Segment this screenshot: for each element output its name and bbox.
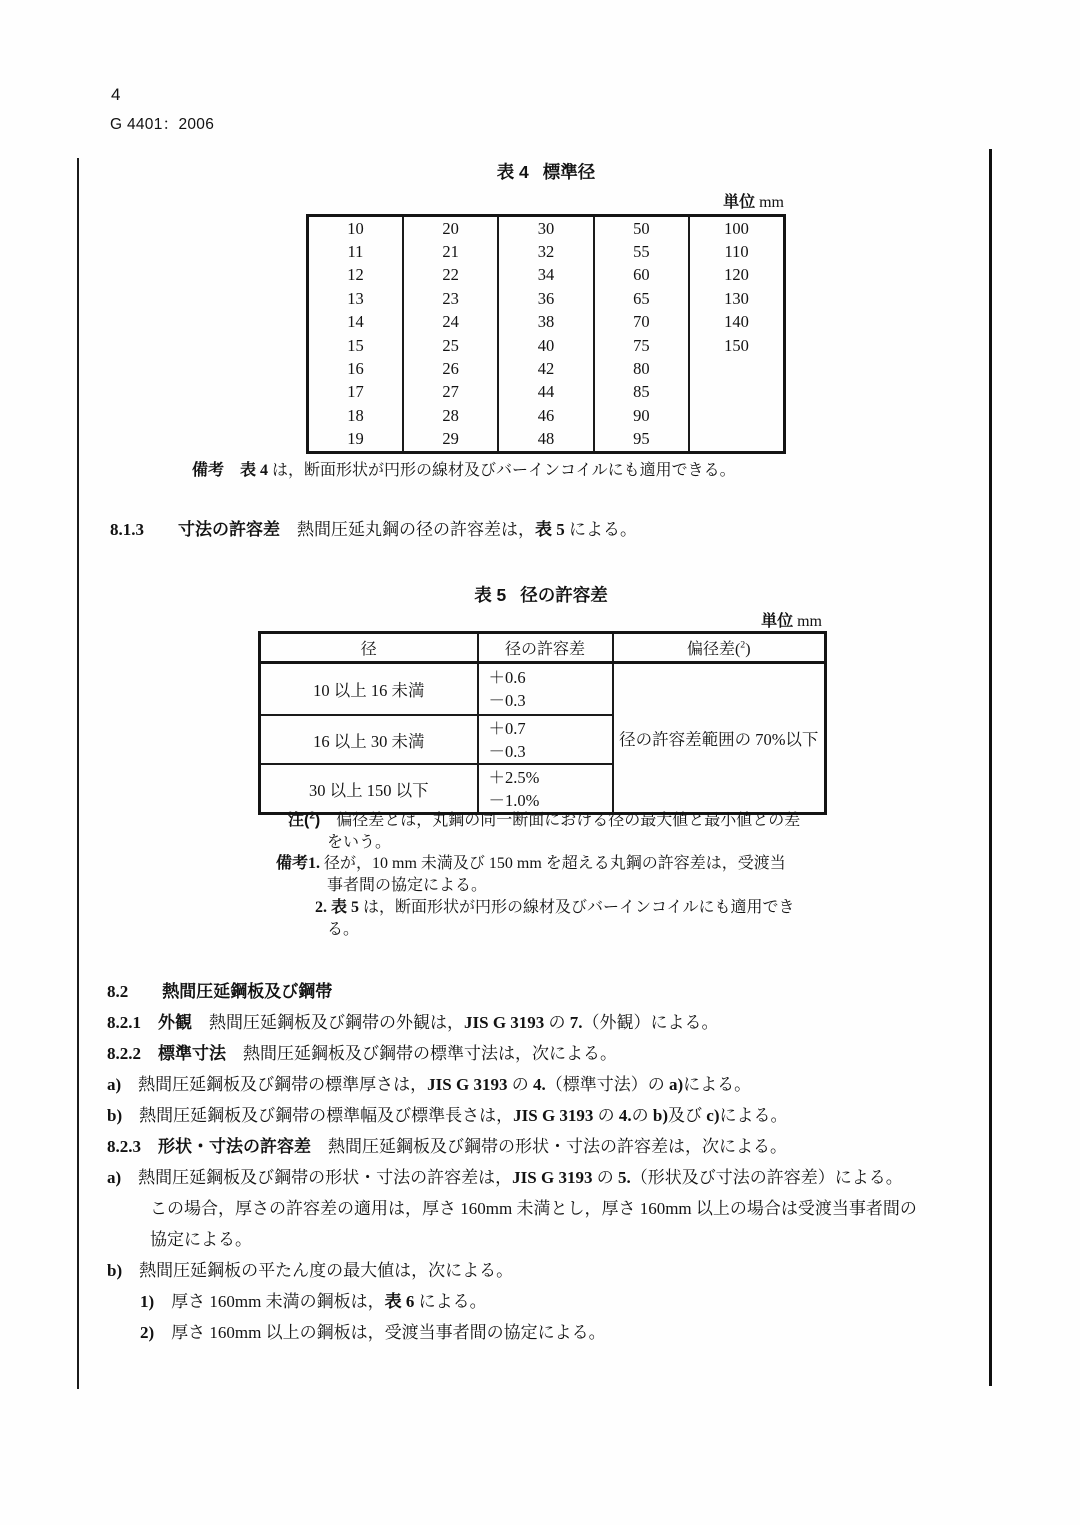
table5-caption-label: 表 5 — [474, 585, 507, 605]
table-row — [308, 287, 785, 310]
section-line: 8.2.3 形状・寸法の許容差 熱間圧延鋼板及び鋼帯の形状・寸法の許容差は，次による。 — [107, 1137, 787, 1156]
table-row — [308, 216, 785, 241]
table-cell: 13 — [347, 288, 364, 308]
table5-range: 30 以上 150 以下 — [260, 764, 478, 814]
table-row — [308, 357, 785, 380]
table-cell: 130 — [689, 287, 784, 310]
table-row — [308, 428, 785, 453]
table-cell: 110 — [689, 240, 784, 263]
table-cell: 55 — [594, 240, 689, 263]
table-cell: 90 — [594, 404, 689, 427]
table-cell: 95 — [594, 428, 689, 453]
table4-unit-label: 単位 mm — [723, 194, 784, 211]
table-cell: 22 — [403, 264, 498, 287]
doc-code: G 4401：2006 — [110, 116, 215, 133]
section-line: 1) 厚さ 160mm 未満の鋼板は，表 6 による。 — [140, 1292, 487, 1311]
table5-unit-label: 単位 mm — [761, 613, 822, 630]
table-cell: 120 — [689, 264, 784, 287]
table-cell: 50 — [594, 216, 689, 241]
table5-caption — [258, 582, 824, 607]
table-cell: 27 — [403, 381, 498, 404]
note-line: 事者間の協定による。 — [327, 877, 488, 895]
left-border-rule — [77, 158, 79, 1389]
section-line: b) 熱間圧延鋼板及び鋼帯の標準幅及び標準長さは，JIS G 3193 の 4.の b)及び c)による。 — [107, 1106, 788, 1125]
table-cell: 80 — [594, 357, 689, 380]
table-row — [308, 404, 785, 427]
table4-caption-title: 標準径 — [542, 162, 596, 182]
tolerance-minus: －1.0% — [488, 790, 540, 810]
table5-tolerance — [478, 663, 613, 716]
tolerance-plus: ＋0.6 — [488, 668, 526, 687]
table5-range: 10 以上 16 未満 — [260, 663, 478, 716]
section-8-2 — [107, 976, 987, 1348]
table5-header-deviation: 偏径差($^2$) — [613, 633, 826, 663]
note-line: 注($^2$) 偏径差とは，丸鋼の同一断面における径の最大値と最小値との差 — [288, 810, 801, 829]
table-cell: 18 — [347, 405, 364, 425]
table5-notes — [276, 810, 800, 940]
table-cell: 40 — [498, 334, 593, 357]
table-cell: 24 — [403, 311, 498, 334]
table-cell: 10 — [347, 218, 364, 238]
table-cell: 21 — [403, 240, 498, 263]
note-line: る。 — [327, 920, 360, 938]
table-cell: 17 — [347, 382, 364, 402]
table5-row — [260, 663, 826, 716]
table-cell: 100 — [689, 216, 784, 241]
table-cell — [689, 381, 784, 404]
table-cell: 46 — [498, 404, 593, 427]
table-cell: 29 — [403, 428, 498, 453]
section-line: b) 熱間圧延鋼板の平たん度の最大値は，次による。 — [107, 1261, 514, 1280]
table5-tolerance — [478, 715, 613, 764]
table-cell: 60 — [594, 264, 689, 287]
note-line: 2. 表 5 は，断面形状が円形の線材及びバーインコイルにも適用でき — [315, 898, 795, 916]
table-cell: 28 — [403, 404, 498, 427]
table-cell: 15 — [347, 335, 364, 355]
section-line: この場合，厚さの許容差の適用は，厚さ 160mm 未満とし，厚さ 160mm 以上の場合は受渡当事者間の — [150, 1199, 917, 1218]
section-heading: 8.2 熱間圧延鋼板及び鋼帯 — [107, 982, 333, 1001]
right-border-rule — [989, 149, 992, 1386]
section-line: a) 熱間圧延鋼板及び鋼帯の形状・寸法の許容差は，JIS G 3193 の 5.（形状及び寸法の許容差）による。 — [107, 1168, 903, 1187]
table-cell: 12 — [347, 265, 364, 285]
table-cell: 140 — [689, 311, 784, 334]
table5-caption-title: 径の許容差 — [520, 585, 608, 605]
table-cell: 11 — [347, 242, 364, 262]
table-cell — [689, 428, 784, 453]
table4-note: 備考 表 4 は，断面形状が円形の線材及びバーインコイルにも適用できる。 — [192, 462, 736, 479]
table-row — [308, 334, 785, 357]
table5-deviation-value: 径の許容差範囲の 70%以下 — [613, 663, 826, 814]
table-cell: 65 — [594, 287, 689, 310]
table-cell: 30 — [498, 216, 593, 241]
section-line: 8.2.1 外観 熱間圧延鋼板及び鋼帯の外観は，JIS G 3193 の 7.（外観）による。 — [107, 1013, 719, 1032]
tolerance-plus: ＋0.7 — [488, 718, 526, 738]
section-line: 協定による。 — [150, 1230, 252, 1249]
table-cell: 25 — [403, 334, 498, 357]
table4-standard-diameters — [306, 214, 786, 454]
table-cell: 20 — [403, 216, 498, 241]
table-row — [308, 264, 785, 287]
table-cell: 23 — [403, 287, 498, 310]
table4-caption-label: 表 4 — [496, 162, 529, 182]
table5-header-row — [260, 633, 826, 663]
table-cell — [689, 404, 784, 427]
tolerance-plus: ＋2.5% — [488, 767, 540, 787]
table-cell: 19 — [347, 429, 364, 449]
table-cell: 36 — [498, 287, 593, 310]
table-cell: 150 — [689, 334, 784, 357]
table-cell: 70 — [594, 311, 689, 334]
table5-diameter-tolerance — [258, 631, 827, 815]
tolerance-minus: －0.3 — [488, 691, 526, 710]
table-row — [308, 311, 785, 334]
tolerance-minus: －0.3 — [488, 741, 526, 761]
table-cell — [689, 357, 784, 380]
table-cell: 32 — [498, 240, 593, 263]
table-cell: 48 — [498, 428, 593, 453]
note-line: をいう。 — [327, 833, 392, 851]
table5-header-diameter: 径 — [260, 633, 478, 663]
table-cell: 34 — [498, 264, 593, 287]
table5-header-tolerance: 径の許容差 — [478, 633, 613, 663]
table-cell: 26 — [403, 357, 498, 380]
table-cell: 75 — [594, 334, 689, 357]
table-cell: 85 — [594, 381, 689, 404]
section-line: 2) 厚さ 160mm 以上の鋼板は，受渡当事者間の協定による。 — [140, 1323, 606, 1342]
table5-tolerance — [478, 764, 613, 814]
table-cell: 44 — [498, 381, 593, 404]
table4-body — [308, 216, 785, 453]
table-cell: 38 — [498, 311, 593, 334]
section-8-1-3: 8.1.3 寸法の許容差 熱間圧延丸鋼の径の許容差は，表 5 による。 — [110, 520, 637, 539]
table-row — [308, 240, 785, 263]
table-cell: 14 — [347, 312, 364, 332]
page-number: 4 — [111, 85, 121, 104]
section-line: a) 熱間圧延鋼板及び鋼帯の標準厚さは，JIS G 3193 の 4.（標準寸法）の a)による。 — [107, 1075, 752, 1094]
note-line: 備考1. 径が，10 mm 未満及び 150 mm を超える丸鋼の許容差は，受渡当 — [276, 855, 786, 873]
table-cell: 42 — [498, 357, 593, 380]
table5-range: 16 以上 30 未満 — [260, 715, 478, 764]
table-cell: 16 — [347, 359, 364, 379]
table-row — [308, 381, 785, 404]
table4-caption — [306, 159, 786, 184]
section-line: 8.2.2 標準寸法 熱間圧延鋼板及び鋼帯の標準寸法は，次による。 — [107, 1044, 617, 1063]
